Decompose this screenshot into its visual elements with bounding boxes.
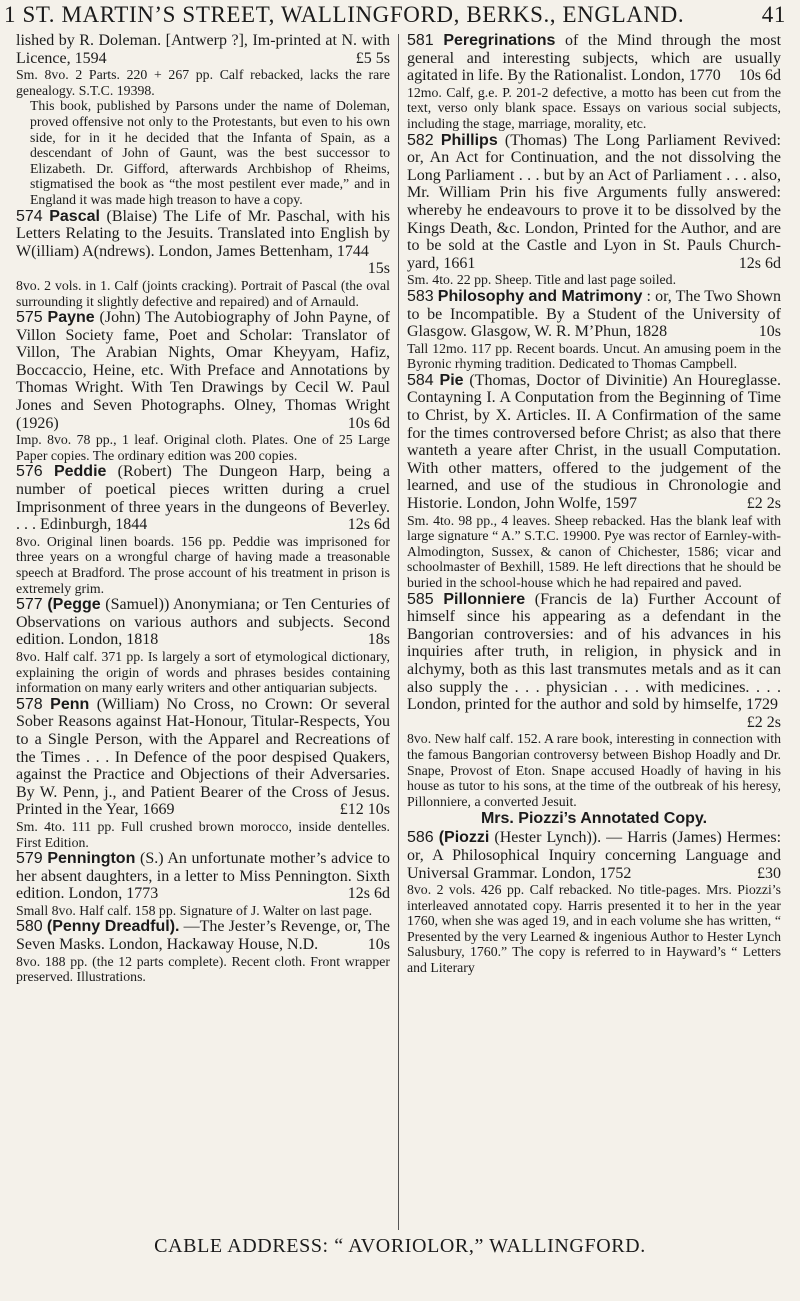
catalogue-entry <box>16 918 390 984</box>
entry-text: lished by R. Doleman. [Antwerp ?], Im-printed at N. with Licence, 1594 <box>16 32 390 67</box>
entry-detail: Sm. 8vo. 2 Parts. 220 + 267 pp. Calf rebacked, lacks the rare genealogy. S.T.C. 19398. <box>16 67 390 98</box>
entry-text: (William) No Cross, no Crown: Or several Sober Reasons against Hat-Honour, Titular-Respects, You to a Single Person, with the Apparel and Recreations of the Times . . . In Defence of the poor despised Quakers, against the Practice and Objections of their Adversaries. By W. Penn, j., and Patient Bearer of the Cross of Jesus. Printed in the Year, 1669 <box>16 695 391 819</box>
entry-detail: 8vo. Half calf. 371 pp. Is largely a sort of etymological dictionary, explaining the origin of words and phrases besides containing information on many early writers and other antiquarian subjects. <box>16 648 390 696</box>
entry-detail: Imp. 8vo. 78 pp., 1 leaf. Original cloth. Plates. One of 25 Large Paper copies. The ordinary edition was 200 copies. <box>16 432 390 463</box>
entry-number: 578 <box>16 695 43 713</box>
entry-price: 12s 6d <box>738 254 781 272</box>
subheading: Mrs. Piozzi’s Annotated Copy. <box>480 810 708 828</box>
entry-text: (Hester Lynch)). — Harris (James) Hermes: or, A Philosophical Inquiry concerning Language and Universal Grammar. London, 1752 <box>407 829 782 882</box>
left-column <box>16 32 390 985</box>
entry-number: 584 <box>407 371 434 389</box>
page-header <box>4 0 796 30</box>
entry-price: 10s <box>758 323 781 341</box>
entry-detail: Small 8vo. Half calf. 158 pp. Signature of J. Walter on last page. <box>16 902 373 918</box>
entry-name: Pennington <box>47 850 136 868</box>
page-number: 41 <box>761 2 786 27</box>
entry-name: Philosophy and Matrimony <box>437 287 643 305</box>
entry-price: £2 2s <box>746 713 781 731</box>
entry-number: 580 <box>16 918 43 936</box>
entry-number: 586 <box>407 829 434 847</box>
catalogue-entry <box>16 696 390 850</box>
entry-price: 12s 6d <box>347 885 390 903</box>
entry-name: Pie <box>439 371 464 389</box>
catalogue-entry <box>16 309 390 463</box>
entry-name: Penn <box>50 695 90 713</box>
entry-detail: Sm. 4to. 98 pp., 4 leaves. Sheep rebacked. Has the blank leaf with large signature “ A.” S.T.C. 19900. Pye was rector of Earnley-with-Almodington, Sussex, & canon of Chichester, 1586; vicar and schoolmaster of Bexhill, 1589. He left directions that he should be buried in the school-house which he had repaired and paved. <box>407 512 781 590</box>
catalogue-entry <box>16 596 390 696</box>
catalogue-entry <box>407 372 781 591</box>
entry-name: Phillips <box>440 131 498 149</box>
entry-text: (S.) An unfortunate mother’s advice to her absent daughters, in a letter to Miss Pennington. Sixth edition. London, 1773 <box>16 850 391 903</box>
entry-detail: 8vo. 2 vols. 426 pp. Calf rebacked. No title-pages. Mrs. Piozzi’s interleaved annotated copy. Harris presented it to her in the year 1760, when she was aged 19, and in each volume she has written, “ Presented by the very Learned & ingenious Author to Hester Lynch Salusbury, 1760.” The copy is referred to in Hayward’s “ Letters and Literary <box>407 882 781 976</box>
entry-text: —The Jester’s Revenge, or, The Seven Masks. London, Hackaway House, N.D. <box>16 918 391 954</box>
entry-number: 576 <box>16 463 43 481</box>
entry-name: Peregrinations <box>443 32 556 49</box>
catalogue-entry <box>407 132 781 288</box>
catalogue-entry <box>407 591 781 810</box>
entry-price: 18s <box>367 631 390 649</box>
catalogue-entry <box>16 463 390 596</box>
entry-detail: 12mo. Calf, g.e. P. 201-2 defective, a motto has been cut from the text, verso only blank space. Essays on various social subjects, including the stage, marriage, morality, etc. <box>407 84 781 131</box>
entry-name: Pillonniere <box>443 590 526 608</box>
header-title: 1 ST. MARTIN’S STREET, WALLINGFORD, BERKS., ENGLAND. <box>4 2 685 27</box>
entry-text: of the Mind through the most general and interesting subjects, which are usually agitated in life. By the Rationalist. London, 1770 <box>407 32 782 85</box>
entry-number: 583 <box>407 287 434 305</box>
entry-price: 10s 6d <box>347 414 390 432</box>
entry-price: £12 10s <box>339 801 390 819</box>
entry-price: 10s 6d <box>738 67 781 85</box>
entry-number: 579 <box>16 850 43 868</box>
left-entry-list <box>16 208 390 985</box>
page-footer: CABLE ADDRESS: “ AVORIOLOR,” WALLINGFORD. <box>154 1235 646 1257</box>
entry-number: 574 <box>16 207 43 225</box>
entry-number: 582 <box>407 131 434 149</box>
entry-detail: Sm. 4to. 111 pp. Full crushed brown morocco, inside dentelles. First Edition. <box>16 818 390 850</box>
right-column <box>407 32 781 976</box>
entry-detail: Sm. 4to. 22 pp. Sheep. Title and last page soiled. <box>407 272 677 288</box>
right-entry-list <box>407 32 781 809</box>
entry-detail: 8vo. Original linen boards. 156 pp. Peddie was imprisoned for three years on a wrongful charge of having made a treasonable speech at Bradford. The prose account of his treatment in prison is extremely grim. <box>16 533 390 596</box>
entry-number: 575 <box>16 309 43 327</box>
entry-price: 15s <box>367 260 390 278</box>
entry-detail: 8vo. 188 pp. (the 12 parts complete). Recent cloth. Front wrapper preserved. Illustrations. <box>16 953 390 985</box>
catalogue-entry <box>16 208 390 310</box>
entry-price: £30 <box>757 864 781 882</box>
entry-price: £5 5s <box>355 49 390 67</box>
entry-text: (Samuel)) Anonymiana; or Ten Centuries of Observations on various authors and subjects. Second edition. London, 1818 <box>16 596 391 649</box>
entry-name: Payne <box>47 309 95 327</box>
entry-name: (Pegge <box>47 596 101 614</box>
catalogue-entry <box>407 288 781 372</box>
entry-text: : or, The Two Shown to be Incompatible. By a Student of the University of Glasgow. Glasgow, W. R. M’Phun, 1828 <box>407 287 782 341</box>
entry-detail: 8vo. 2 vols. in 1. Calf (joints cracking). Portrait of Pascal (the oval surrounding it slightly defective and repaired) and of Arnauld. <box>16 277 390 309</box>
entry-name: (Penny Dreadful). <box>46 918 180 936</box>
entry-name: (Piozzi <box>438 829 490 847</box>
entry-number: 585 <box>407 590 434 608</box>
entry-price: 10s <box>367 936 390 954</box>
entry-detail: Tall 12mo. 117 pp. Recent boards. Uncut. An amusing poem in the Byronic rhyming tradition. Dedicated to Thomas Campbell. <box>407 340 781 372</box>
catalogue-entry <box>16 850 390 918</box>
entry-text: (Blaise) The Life of Mr. Paschal, with his Letters Relating to the Jesuits. Translated into English by W(illiam) A(ndrews). London, James Bettenham, 1744 <box>16 207 391 260</box>
entry-text: (Thomas) The Long Parliament Revived: or, An Act for Continuation, and the not dissolving the Long Parliament . . . but by an Act of Parliament . . . also, Mr. William Prin his five Arguments fully answered: whereby he endeavours to prove it to be dissolved by the Kings Death, &c. London, Printed for the Author, and are to be sold at the Castle and Lyon in St. Pauls Church-yard, 1661 <box>407 131 781 272</box>
entry-text: (Thomas, Doctor of Divinitie) An Houreglasse. Contayning I. A Conputation from the Beginning of Time to Christ, by X. Articles. II. A Confirmation of the same for the times controversed before Christ; as also that there wanteth a yeare after Christ, in the usuall Computation. With other matters, offered to the judgement of the learned, and use of the studious in Chronologie and Historie. London, John Wolfe, 1597 <box>407 371 781 513</box>
catalogue-entry <box>407 32 781 132</box>
entry-note: This book, published by Parsons under the name of Doleman, proved offensive not only to the Protestants, but even to his own side, for in it he decided that the Infanta of Spain, as a descendant of John of Gaunt, was the best successor to Elizabeth. Dr. Gifford, afterwards Archbishop of Rheims, stigmatised the book as “the most pestilent ever made,” and in England it was made high treason to have a copy. <box>30 98 390 207</box>
continuation-entry <box>16 32 390 208</box>
entry-price: 12s 6d <box>347 516 390 534</box>
entry-text: (Francis de la) Further Account of himself since his appearing as a defendant in the Bangorian controversies: and of his advances in his inquiries after truth, in religion, in physick and in alchymy, both as this last transmutes metals and as it can also supply the . . . physician . . . with medicines. . . . London, printed for the author and sold by himselfe, 1729 <box>407 590 782 714</box>
entry-text: (John) The Autobiography of John Payne, of Villon Society fame, Poet and Scholar: Translator of Villon, The Arabian Nights, Omar Kheyyam, Hafiz, Boccaccio, Heine, etc. With Preface and Annotations by Thomas Wright. With Ten Drawings by Cecil W. Paul Jones and Seven Photographs. Olney, Thomas Wright (1926) <box>16 309 391 432</box>
entry-detail: 8vo. New half calf. 152. A rare book, interesting in connection with the famous Bangorian controversy between Bishop Hoadly and Dr. Snape, Provost of Eton. Snape accused Hoadly of having in his house as tutor to his sons, at the time of the outbreak of his heresy, Pillonniere, a converted Jesuit. <box>407 731 781 809</box>
entry-name: Pascal <box>49 207 100 225</box>
entry-number: 581 <box>407 32 434 49</box>
catalogue-entry <box>407 829 781 975</box>
column-divider <box>398 34 399 1230</box>
entry-name: Peddie <box>53 463 107 481</box>
entry-number: 577 <box>16 596 43 614</box>
entry-price: £2 2s <box>746 495 781 513</box>
entry-text: (Robert) The Dungeon Harp, being a number of poetical pieces written during a cruel Imprisonment of three years in the dungeons of Beverley. . . . Edinburgh, 1844 <box>16 463 390 534</box>
